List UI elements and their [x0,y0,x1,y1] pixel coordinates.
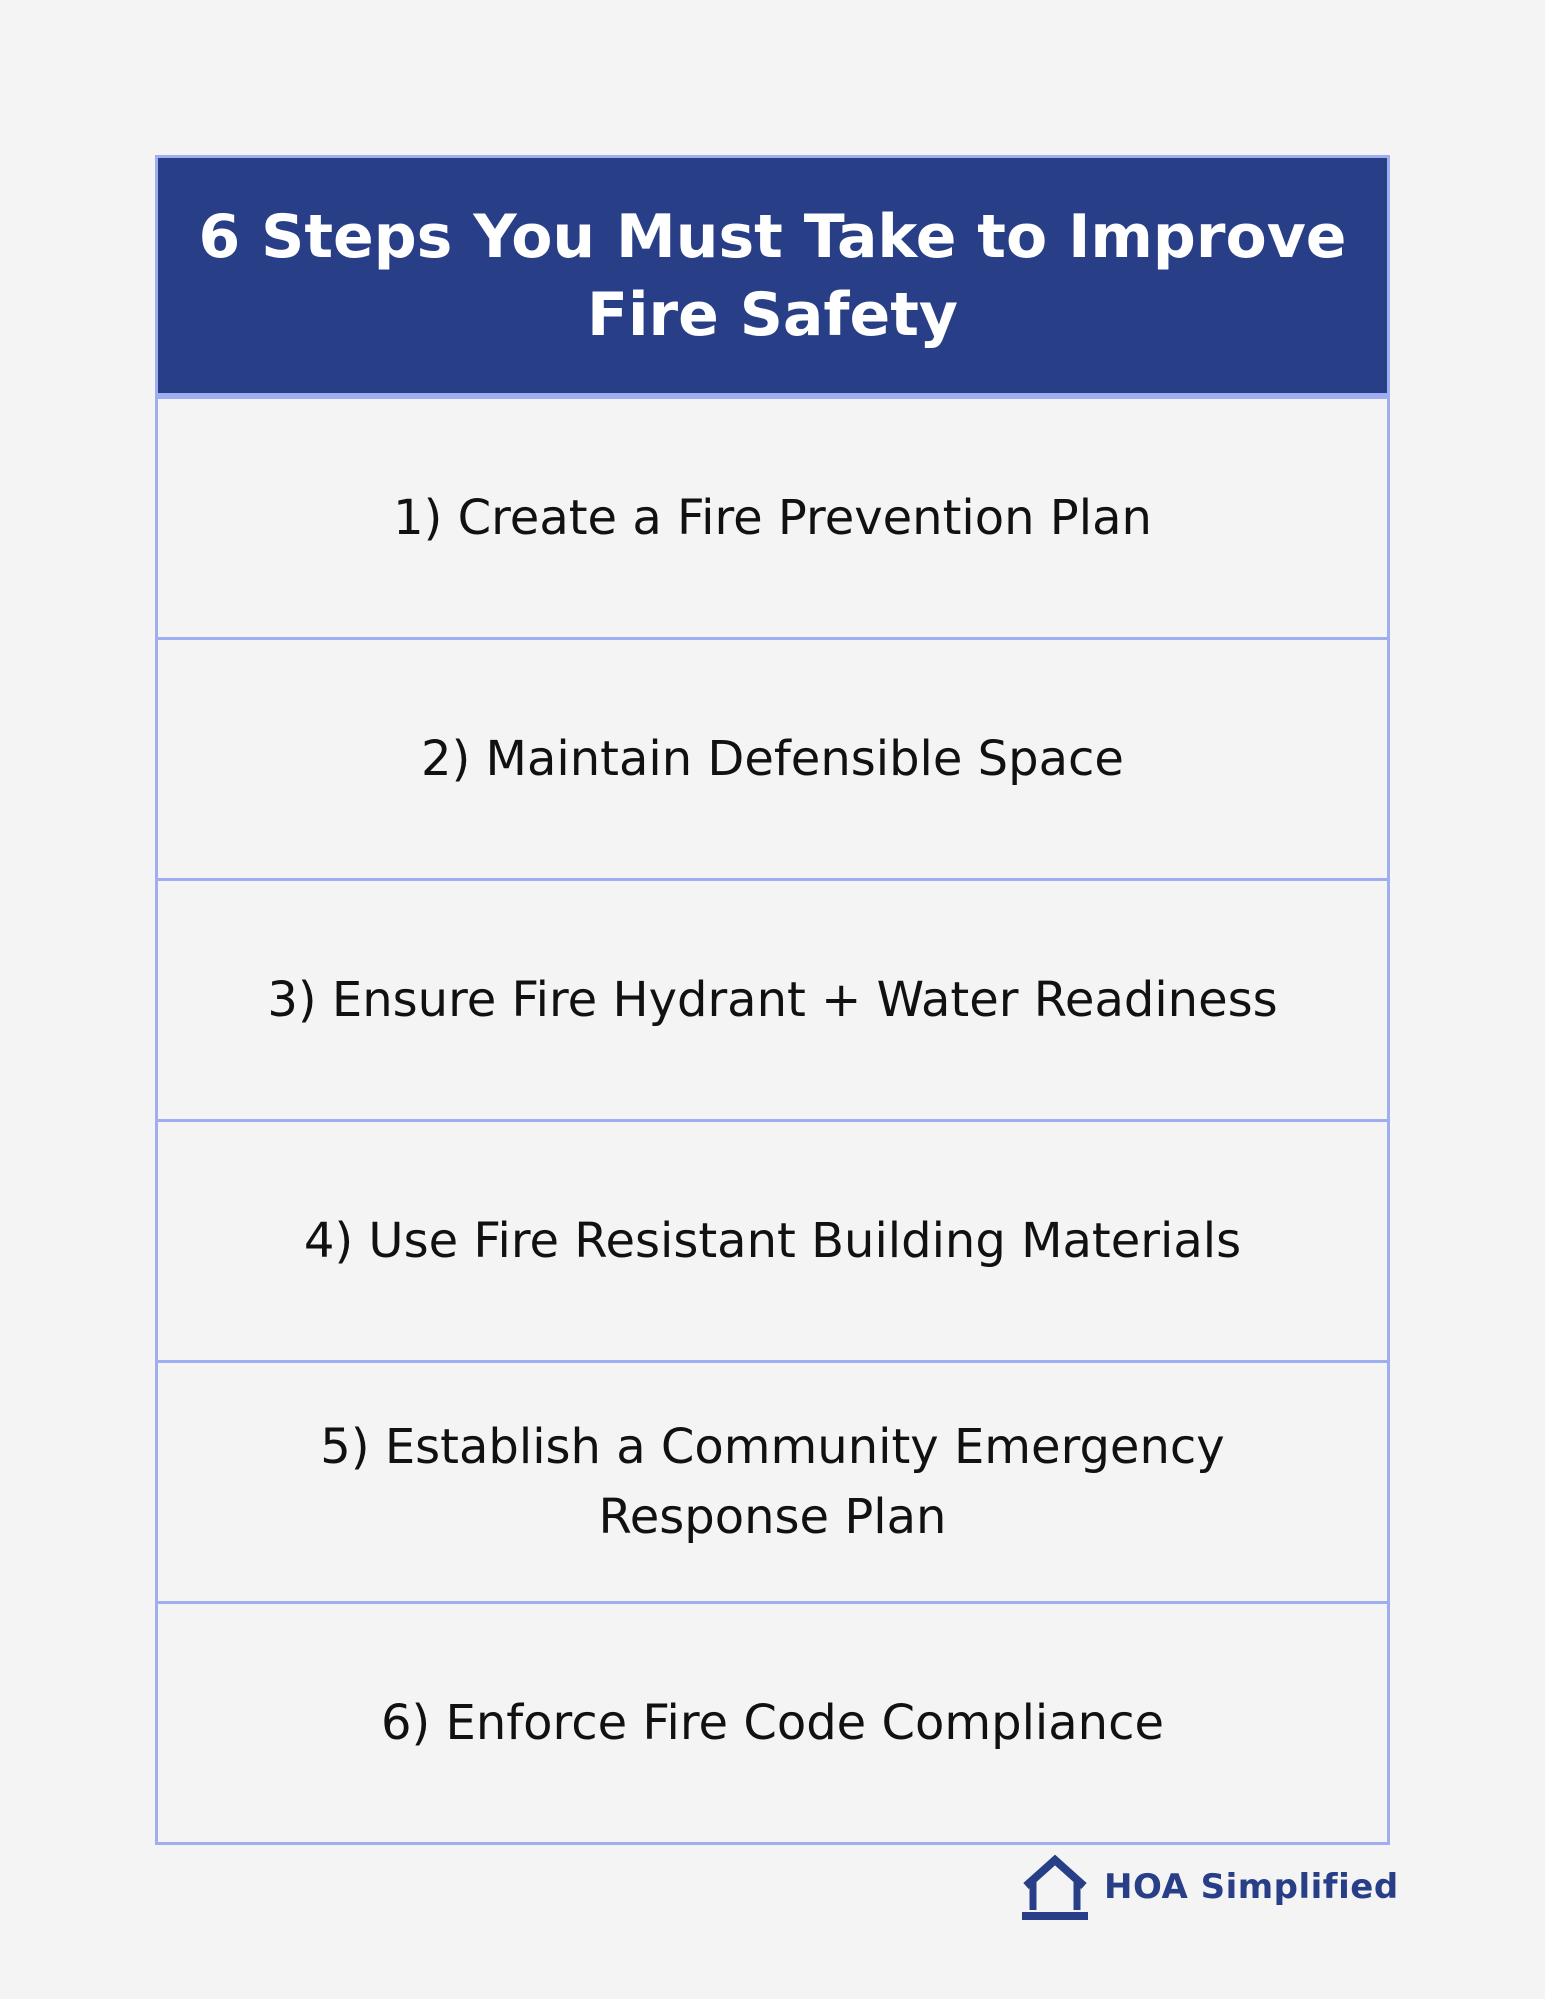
step-text: 6) Enforce Fire Code Compliance [381,1695,1164,1751]
table-header [158,158,1387,396]
step-row-6 [158,1601,1387,1842]
page-title: 6 Steps You Must Take to Improve Fire Safety [198,201,1347,350]
step-row-2 [158,637,1387,878]
brand-name: HOA Simplified [1104,1867,1399,1907]
house-icon [1020,1852,1090,1922]
step-row-4 [158,1119,1387,1360]
step-row-1 [158,396,1387,637]
step-text: 4) Use Fire Resistant Building Materials [303,1213,1242,1269]
steps-table [155,155,1390,1845]
step-row-3 [158,878,1387,1119]
brand-logo [1020,1852,1399,1922]
step-text: 3) Ensure Fire Hydrant + Water Readiness [267,972,1278,1028]
step-text: 5) Establish a Community Emergency Response Plan [320,1419,1225,1545]
step-text: 1) Create a Fire Prevention Plan [393,490,1152,546]
step-row-5 [158,1360,1387,1601]
step-text: 2) Maintain Defensible Space [421,731,1124,787]
